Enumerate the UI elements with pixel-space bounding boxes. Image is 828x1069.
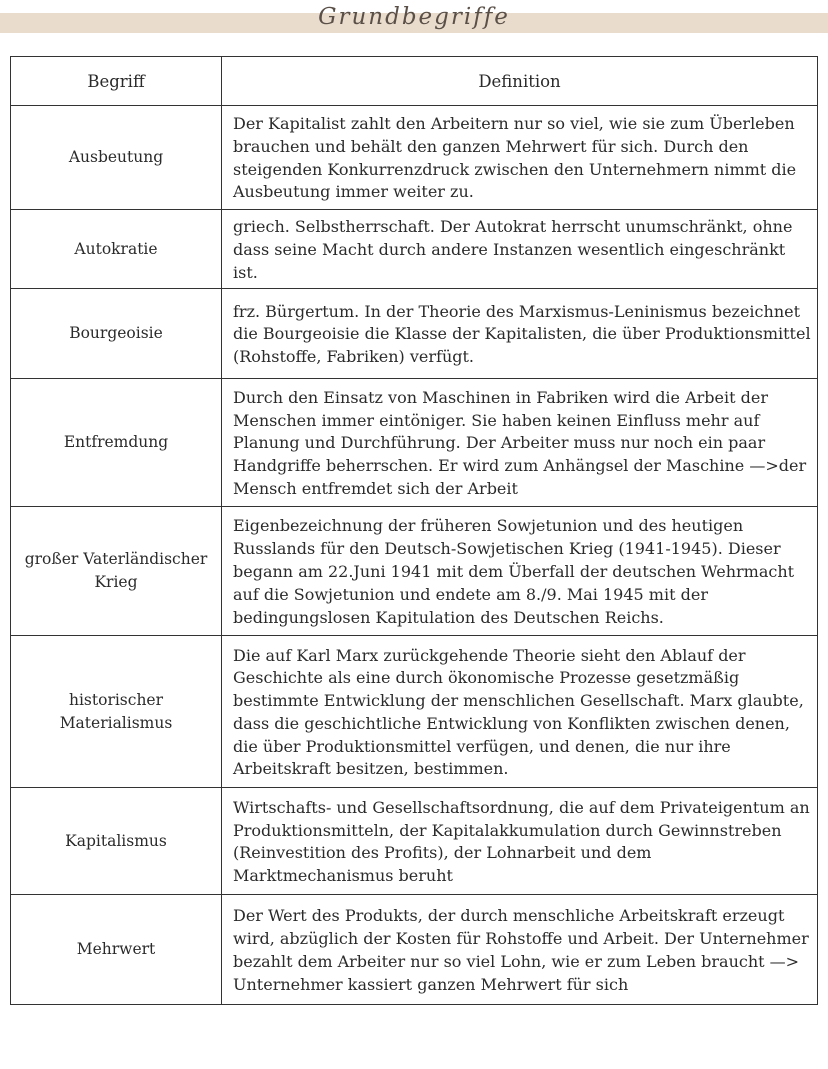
definition-cell: frz. Bürgertum. In der Theorie des Marxismus-Leninismus bezeichnet die Bourgeoisie die Klasse der Kapitalisten, die über Produktionsmittel (Rohstoffe, Fabriken) verfügt. [222,289,818,379]
column-header-term: Begriff [11,57,222,106]
definition-cell: griech. Selbstherrschaft. Der Autokrat herrscht unumschränkt, ohne dass seine Macht durch andere Instanzen wesentlich eingeschränkt ist. [222,210,818,289]
table-row [11,210,818,289]
table-row [11,788,818,895]
table-row [11,106,818,210]
term-cell: Ausbeutung [11,106,222,210]
glossary-table [10,56,818,1005]
definition-cell: Eigenbezeichnung der früheren Sowjetunion und des heutigen Russlands für den Deutsch-Sowjetischen Krieg (1941-1945). Dieser begann am 22.Juni 1941 mit dem Überfall der deutschen Wehrmacht auf die Sowjetunion und endete am 8./9. Mai 1945 mit der bedingungslosen Kapitulation des Deutschen Reichs. [222,507,818,636]
table-row [11,289,818,379]
page-title: Grundbegriffe [318,4,510,30]
definition-cell: Der Kapitalist zahlt den Arbeitern nur so viel, wie sie zum Überleben brauchen und behält den ganzen Mehrwert für sich. Durch den steigenden Konkurrenzdruck zwischen den Unternehmern nimmt die Ausbeutung immer weiter zu. [222,106,818,210]
term-cell: Autokratie [11,210,222,289]
term-cell: großer Vaterländischer Krieg [11,507,222,636]
term-cell: historischer Materialismus [11,636,222,788]
term-cell: Mehrwert [11,895,222,1005]
term-cell: Kapitalismus [11,788,222,895]
term-cell: Bourgeoisie [11,289,222,379]
table-row [11,636,818,788]
table-header-row [11,57,818,106]
table-row [11,379,818,507]
definition-cell: Wirtschafts- und Gesellschaftsordnung, die auf dem Privateigentum an Produktionsmitteln, der Kapitalakkumulation durch Gewinnstreben (Reinvestition des Profits), der Lohnarbeit und dem Marktmechanismus beruht [222,788,818,895]
definition-cell: Der Wert des Produkts, der durch menschliche Arbeitskraft erzeugt wird, abzüglich der Kosten für Rohstoffe und Arbeit. Der Unternehmer bezahlt dem Arbeiter nur so viel Lohn, wie er zum Leben braucht —> Unternehmer kassiert ganzen Mehrwert für sich [222,895,818,1005]
definition-cell: Durch den Einsatz von Maschinen in Fabriken wird die Arbeit der Menschen immer eintöniger. Sie haben keinen Einfluss mehr auf Planung und Durchführung. Der Arbeiter muss nur noch ein paar Handgriffe beherrschen. Er wird zum Anhängsel der Maschine —>der Mensch entfremdet sich der Arbeit [222,379,818,507]
definition-cell: Die auf Karl Marx zurückgehende Theorie sieht den Ablauf der Geschichte als eine durch ökonomische Prozesse gesetzmäßig bestimmte Entwicklung der menschlichen Gesellschaft. Marx glaubte, dass die geschichtliche Entwicklung von Konflikten zwischen denen, die über Produktionsmittel verfügen, und denen, die nur ihre Arbeitskraft besitzen, bestimmen. [222,636,818,788]
column-header-definition: Definition [222,57,818,106]
table-row [11,895,818,1005]
term-cell: Entfremdung [11,379,222,507]
table-row [11,507,818,636]
